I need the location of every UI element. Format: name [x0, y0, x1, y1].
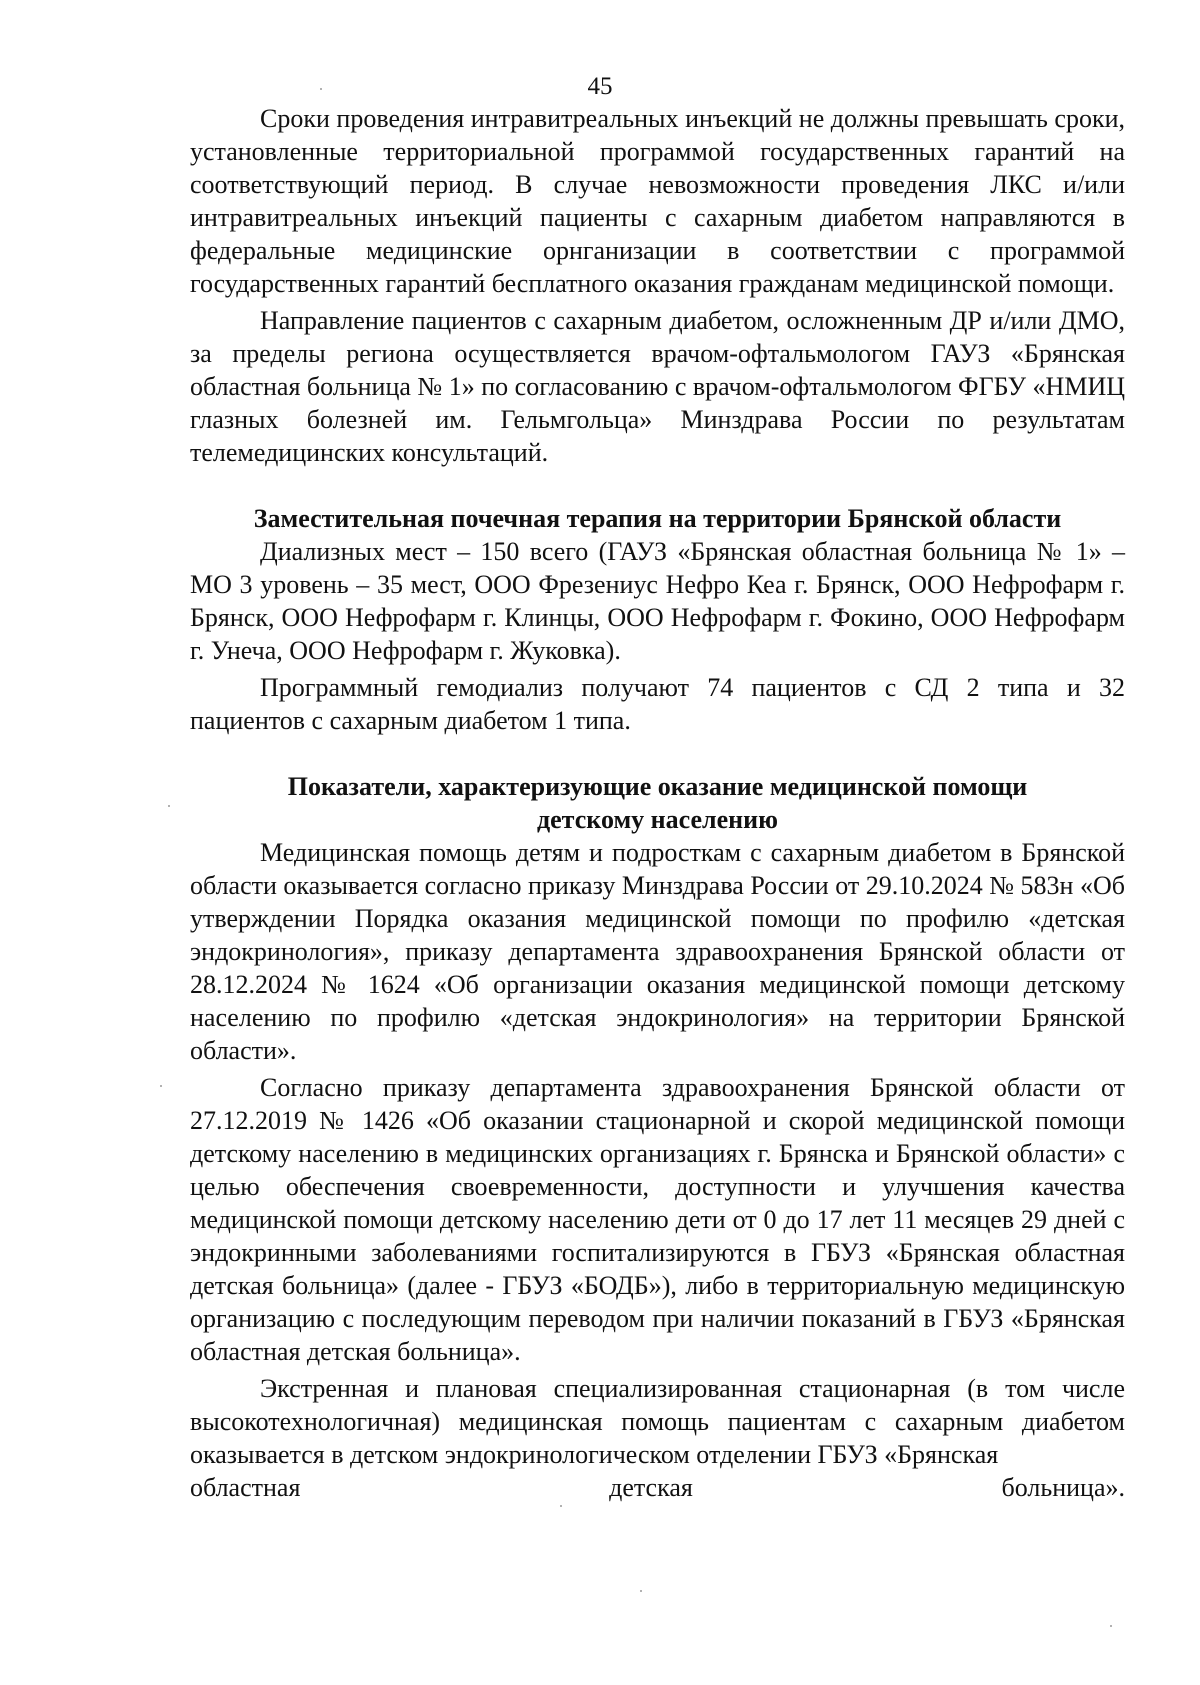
- scan-speck: [320, 88, 322, 90]
- scan-speck: [1110, 1625, 1112, 1627]
- paragraph-child-care-orders: Медицинская помощь детям и подросткам с сахарным диабетом в Брянской области оказывается согласно приказу Минздрава России от 29.10.2024 № 583н «Об утверждении Порядка оказания медицинской помощи по профилю «детская эндокринология», приказу департамента здравоохранения Брянской области от 28.12.2024 № 1624 «Об организации оказания медицинской помощи детскому населению по профилю «детская эндокринология» на территории Брянской области».: [190, 838, 1125, 1065]
- scan-speck: [160, 1085, 162, 1087]
- paragraph-specialized-care-last-line: [190, 1471, 1125, 1504]
- scan-speck: [168, 805, 170, 807]
- paragraph-injections-terms: Сроки проведения интравитреальных инъекций не должны превышать сроки, установленные территориальной программой государственных гарантий на соответствующий период. В случае невозможности проведения ЛКС и/или интравитреальных инъекций пациенты с сахарным диабетом направляются в федеральные медицинские орнганизации в соответствии с программой государственных гарантий бесплатного оказания гражданам медицинской помощи.: [190, 104, 1125, 298]
- last-line-word-2: детская: [609, 1473, 693, 1502]
- paragraph-hospitalization: Согласно приказу департамента здравоохранения Брянской области от 27.12.2019 № 1426 «Об оказании стационарной и скорой медицинской помощи детскому населению в медицинских организациях г. Брянска и Брянской области» с целью обеспечения своевременности, доступности и улучшения качества медицинской помощи детскому населению дети от 0 до 17 лет 11 месяцев 29 дней с эндокринными заболеваниями госпитализируются в ГБУЗ «Брянская областная детская больница» (далее - ГБУЗ «БОДБ»), либо в территориальную медицинскую организацию с последующим переводом при наличии показаний в ГБУЗ «Брянская областная детская больница».: [190, 1073, 1125, 1366]
- document-body: [190, 102, 1125, 1504]
- paragraph-dialysis-places: Диализных мест – 150 всего (ГАУЗ «Брянская областная больница № 1» – МО 3 уровень – 35 мест, ООО Фрезениус Нефро Кеа г. Брянск, ООО Нефрофарм г. Брянск, ООО Нефрофарм г. Клинцы, ООО Нефрофарм г. Фокино, ООО Нефрофарм г. Унеча, ООО Нефрофарм г. Жуковка).: [190, 537, 1125, 665]
- last-line-word-1: областная: [190, 1473, 301, 1502]
- section-gap: [190, 737, 1125, 770]
- paragraph-specialized-care: Экстренная и плановая специализированная стационарная (в том числе высокотехнологичная) медицинская помощь пациентам с сахарным диабетом оказывается в детском эндокринологическом отделении ГБУЗ «Брянская: [190, 1374, 1125, 1469]
- heading-child-care-indicators: [190, 770, 1125, 836]
- section-gap: [190, 469, 1125, 502]
- paragraph-hemodialysis-patients: Программный гемодиализ получают 74 пациентов с СД 2 типа и 32 пациентов с сахарным диабетом 1 типа.: [190, 673, 1125, 735]
- scan-speck: [640, 1590, 642, 1592]
- paragraph-referral-outside-region: Направление пациентов с сахарным диабетом, осложненным ДР и/или ДМО, за пределы региона осуществляется врачом-офтальмологом ГАУЗ «Брянская областная больница № 1» по согласованию с врачом-офтальмологом ФГБУ «НМИЦ глазных болезней им. Гельмгольца» Минздрава России по результатам телемедицинских консультаций.: [190, 306, 1125, 467]
- last-line-word-3: больница».: [1001, 1473, 1125, 1502]
- page-number: 45: [587, 73, 613, 100]
- heading-line-1: Показатели, характеризующие оказание медицинской помощи: [287, 772, 1028, 801]
- heading-line-2: детскому населению: [536, 805, 778, 834]
- scan-speck: [560, 1505, 562, 1507]
- heading-renal-therapy: Заместительная почечная терапия на территории Брянской области: [253, 504, 1062, 533]
